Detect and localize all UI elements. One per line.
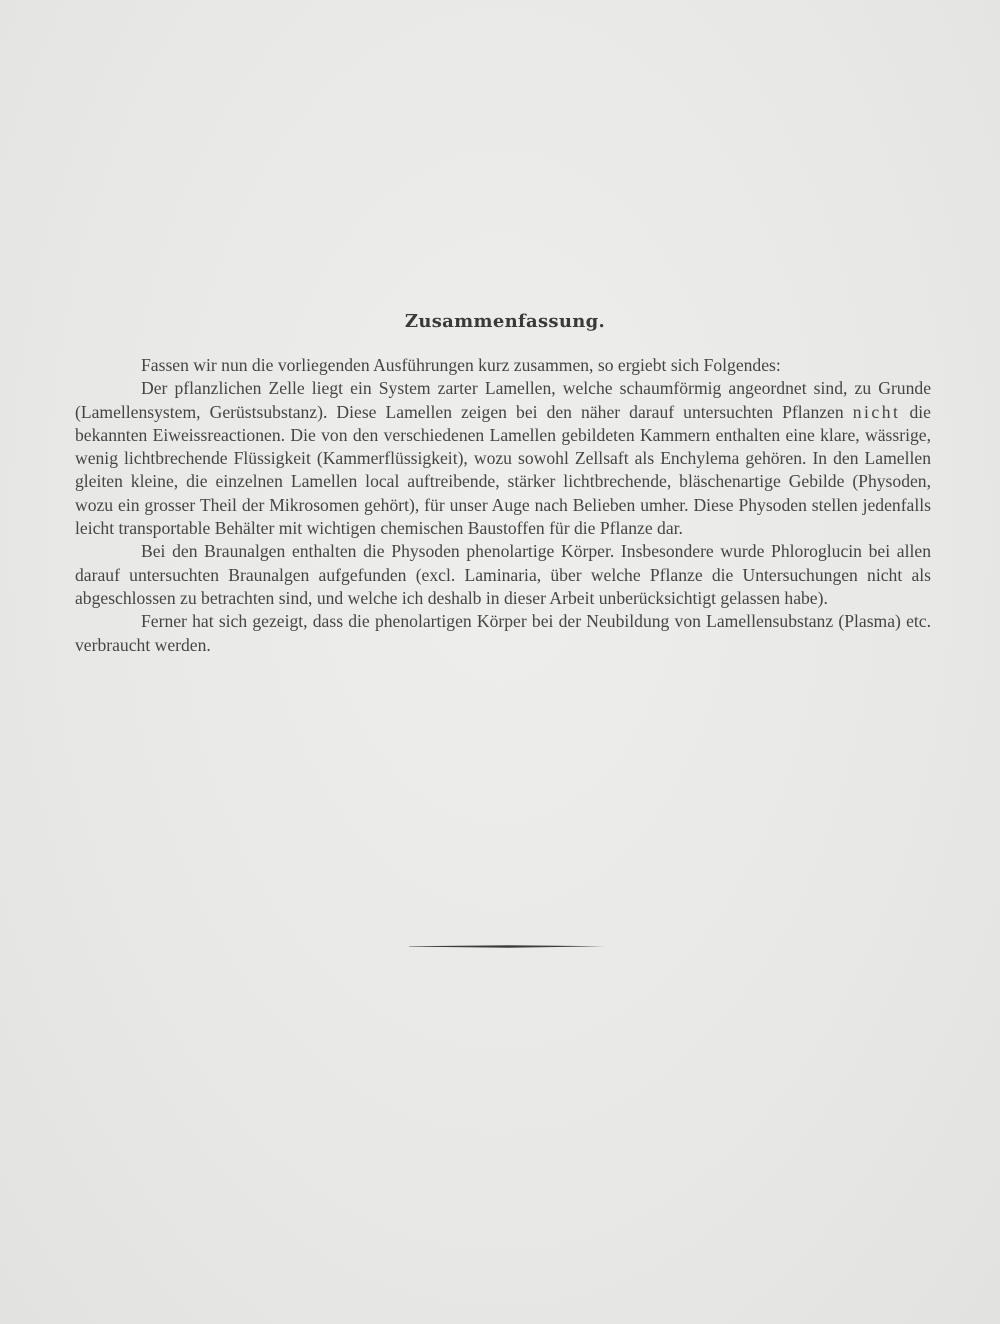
paragraph-lamellae: [75, 377, 931, 540]
emphasized-word: nicht: [852, 401, 901, 422]
summary-text: [75, 354, 931, 657]
paragraph-lamellae-part-b: die bekannten Eiweissreactionen. Die von den verschiedenen Lamellen gebildeten Kammern enthalten eine klare, wässrige, wenig lichtbrechende Flüssigkeit (Kammerflüssigkeit), wozu sowohl Zellsaft als Enchylema gehören. In den Lamellen gleiten kleine, die einzelnen Lamellen local auftreibende, stärker lichtbrechende, bläschenartige Gebilde (Physoden, wozu ein grosser Theil der Mikrosomen gehört), für unser Auge nach Belieben umher. Diese Physoden stellen jedenfalls leicht transportable Behälter mit wichtigen chemischen Baustoffen für die Pflanze dar.: [75, 401, 931, 539]
end-rule-ornament: [409, 945, 605, 948]
section-heading: Zusammenfassung.: [404, 311, 606, 332]
paragraph-intro: Fassen wir nun die vorliegenden Ausführungen kurz zusammen, so ergiebt sich Folgendes:: [141, 355, 781, 375]
paragraph-lamellae-part-a: Der pflanzlichen Zelle liegt ein System zarter Lamellen, welche schaumförmig angeordnet sind, zu Grunde (Lamellensystem, Gerüstsubstanz). Diese Lamellen zeigen bei den näher darauf untersuchten Pflanzen: [75, 378, 931, 422]
paragraph-brown-algae: Bei den Braunalgen enthalten die Physoden phenolartige Körper. Insbesondere wurde Phloroglucin bei allen darauf untersuchten Braunalgen aufgefunden (excl. Laminaria, über welche Pflanze die Untersuchungen nicht als abgeschlossen zu betrachten sind, und welche ich deshalb in dieser Arbeit unberücksichtigt gelassen habe).: [75, 541, 931, 608]
paragraph-conclusion: Ferner hat sich gezeigt, dass die phenolartigen Körper bei der Neubildung von Lamellensubstanz (Plasma) etc. verbraucht werden.: [75, 611, 931, 655]
